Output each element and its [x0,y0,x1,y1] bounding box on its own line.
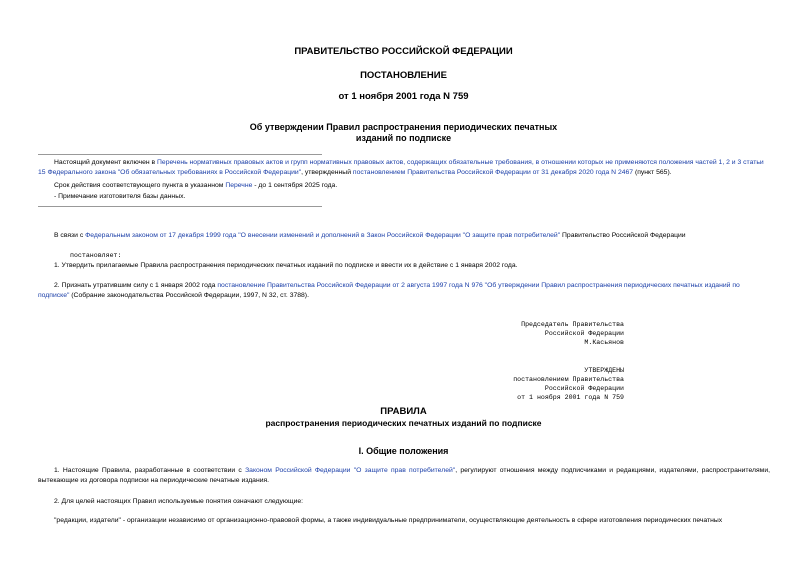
rules-subtitle: распространения периодических печатных изданий по подписке [265,418,542,428]
rule-2: 2. Для целей настоящих Правил используемые понятия означают следующие: [54,498,304,505]
approval-line-4: от 1 ноября 2001 года N 759 [517,394,624,401]
note-top-divider [38,154,322,155]
rule-1: 1. Настоящие Правила, разработанные в соответствии с Законом Российской Федерации "О защите прав потребителей", регулируют отношения между подписчиками и редакциями, издателями, распространителями, вытекающие из договора подписки на периодические печатные издания. [38,467,771,484]
item-1: 1. Утвердить прилагаемые Правила распространения периодических печатных изданий по подписке и ввести их в действие с 1 января 2002 года. [54,262,518,269]
issuer-heading: ПРАВИТЕЛЬСТВО РОССИЙСКОЙ ФЕДЕРАЦИИ [294,46,513,57]
signature-line-2: Российской Федерации [544,330,624,337]
federal-law-link[interactable]: Федеральным законом от 17 декабря 1999 года "О внесении изменений и дополнений в Закон Российской Федерации "О защите прав потребителей" [85,232,561,239]
list-short-link[interactable]: Перечне [225,182,253,189]
list-link[interactable]: Перечень нормативных правовых актов и групп нормативных правовых актов, содержащих обязательные требования, в отношении которых не применяются положения частей 1, 2 и 3 статьи 15 Федерального закона "Об обязательных требованиях в Российской Федерации" [38,159,764,176]
document-title-line-1: Об утверждении Правил распространения периодических печатных [249,122,558,132]
document-type: ПОСТАНОВЛЕНИЕ [360,70,447,81]
document-title [0,122,807,144]
signature-block [424,320,624,347]
resolution-976-link[interactable]: постановление Правительства Российской Федерации от 2 августа 1997 года N 976 "Об утверждении Правил распространения периодических печатных изданий по подписке" [38,282,740,299]
approval-line-2: постановлением Правительства [513,376,624,383]
approval-line-1: УТВЕРЖДЕНЫ [584,367,624,374]
signature-line-1: Председатель Правительства [521,321,624,328]
note-paragraph-1: Настоящий документ включен в Перечень нормативных правовых актов и групп нормативных правовых актов, содержащих обязательные требования, в отношении которых не применяются положения частей 1, 2 и 3 статьи 15 Федерального закона "Об обязательных требованиях в Российской Федерации", утвержденный постановлением Правительства Российской Федерации от 31 декабря 2020 года N 2467 (пункт 565). [38,159,764,176]
note-paragraph-3: - Примечание изготовителя базы данных. [54,193,186,200]
consumer-law-link[interactable]: Законом Российской Федерации "О защите прав потребителей" [245,467,456,474]
section-heading: I. Общие положения [358,446,449,456]
approval-line-3: Российской Федерации [544,385,624,392]
signature-name: М.Касьянов [584,339,624,346]
document-title-line-2: изданий по подписке [355,133,452,143]
decree-word: постановляет: [70,252,122,259]
document-date: от 1 ноября 2001 года N 759 [338,91,469,102]
rule-3: "редакции, издатели" - организации независимо от организационно-правовой формы, а также индивидуальные предприниматели, осуществляющие деятельность в сфере изготовления периодических печатных [54,517,723,524]
resolution-2467-link[interactable]: постановлением Правительства Российской Федерации от 31 декабря 2020 года N 2467 [352,169,634,176]
rules-title: ПРАВИЛА [380,406,427,417]
note-bottom-divider [38,206,322,207]
note-paragraph-2: Срок действия соответствующего пункта в указанном Перечне - до 1 сентября 2025 года. [54,182,338,189]
approval-block [424,366,624,402]
item-2: 2. Признать утратившим силу с 1 января 2002 года постановление Правительства Российской Федерации от 2 августа 1997 года N 976 "Об утверждении Правил распространения периодических печатных изданий по подписке" (Собрание законодательства Российской Федерации, 1997, N 32, ст. 3788). [38,282,740,299]
intro-paragraph: В связи с Федеральным законом от 17 декабря 1999 года "О внесении изменений и дополнений в Закон Российской Федерации "О защите прав потребителей" Правительство Российской Федерации [54,232,686,239]
